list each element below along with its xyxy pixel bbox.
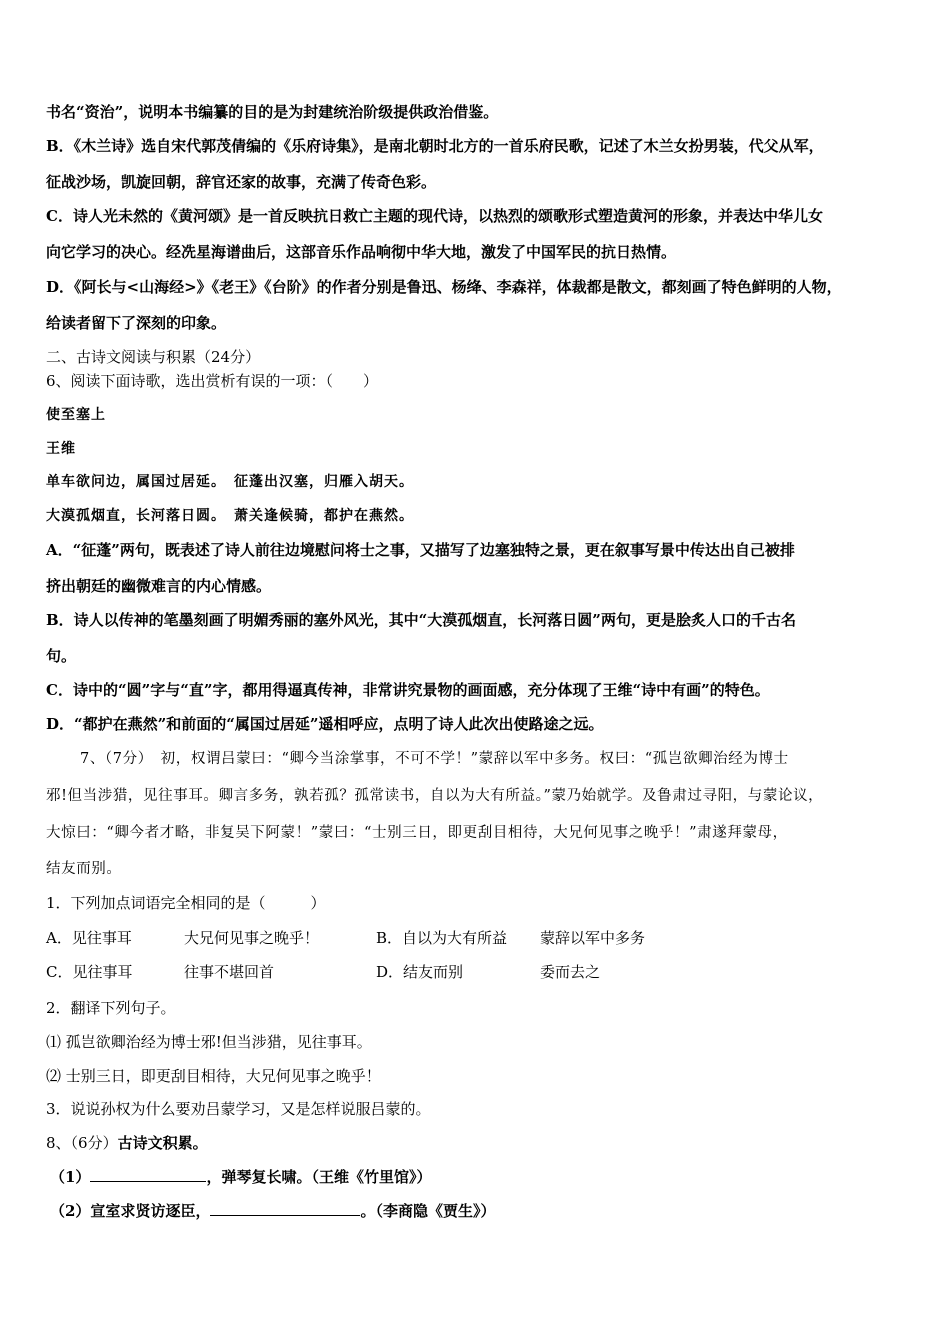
sub-question-2: 2．翻译下列句子。 — [46, 999, 176, 1017]
choice-d: D．结友而别 — [376, 963, 464, 981]
poem-line: 单车欲问边，属国过居延。 征蓬出汉塞，归雁入胡天。 — [46, 474, 414, 490]
option-c-line: C．诗人光未然的《黄河颂》是一首反映抗日救亡主题的现代诗，以热烈的颂歌形式塑造黄河的形象，并表达中华儿女 — [46, 207, 823, 225]
question-8 — [46, 1133, 208, 1153]
text-line: 句。 — [46, 647, 77, 665]
sub-question-3: 3．说说孙权为什么要劝吕蒙学习，又是怎样说服吕蒙的。 — [46, 1100, 431, 1118]
blank-suffix: 。（李商隐《贾生》） — [360, 1202, 496, 1220]
text-line: 挤出朝廷的幽微难言的内心情感。 — [46, 577, 272, 595]
choice-b-pair: 蒙辞以军中多务 — [540, 929, 646, 947]
choice-a: A．见往事耳 — [46, 929, 132, 947]
choice-a-pair: 大兄何见事之晚乎！ — [184, 929, 320, 947]
option-d-line: D．《阿长与<山海经>》《老王》《台阶》的作者分别是鲁迅、杨绛、李森祥，体裁都是散文，都刻画了特色鲜明的人物， — [46, 278, 842, 296]
question-7: 7、（7分） 初，权谓吕蒙曰：“卿今当涂掌事，不可不学！”蒙辞以军中多务。权曰：“孤岂欲卿治经为博士 — [80, 751, 789, 767]
choice-c: C．见往事耳 — [46, 963, 133, 981]
passage-line: 大惊曰：“卿今者才略，非复吴下阿蒙！”蒙曰：“士别三日，即更刮目相待，大兄何见事之晚乎！”肃遂拜蒙母， — [46, 825, 788, 841]
text-line: 书名“资治”，说明本书编纂的目的是为封建统治阶级提供政治借鉴。 — [46, 103, 499, 121]
translate-item: ⑴ 孤岂欲卿治经为博士邪!但当涉猎，见往事耳。 — [46, 1033, 372, 1051]
question-8-number: 8、（6分） — [46, 1134, 118, 1152]
poem-author: 王维 — [46, 441, 76, 457]
text-line: 向它学习的决心。经冼星海谱曲后，这部音乐作品响彻中华大地，激发了中国军民的抗日热情。 — [46, 243, 677, 261]
choice-c-pair: 往事不堪回首 — [184, 963, 275, 981]
poem-title: 使至塞上 — [46, 407, 106, 423]
answer-blank[interactable] — [90, 1167, 206, 1182]
question-6: 6、阅读下面诗歌，选出赏析有误的一项：（ ） — [46, 372, 379, 390]
text-line: 征战沙场，凯旋回朝，辞官还家的故事，充满了传奇色彩。 — [46, 173, 437, 191]
question-8-title: 古诗文积累。 — [117, 1134, 208, 1152]
option-b-line: B．《木兰诗》选自宋代郭茂倩编的《乐府诗集》，是南北朝时北方的一首乐府民歌，记述了木兰女扮男装，代父从军， — [46, 137, 824, 155]
q6-option-c: C．诗中的“圆”字与“直”字，都用得逼真传神，非常讲究景物的画面感，充分体现了王维“诗中有画”的特色。 — [46, 681, 770, 699]
section-heading: 二、古诗文阅读与积累（24分） — [46, 348, 261, 366]
translate-item: ⑵ 士别三日，即更刮目相待，大兄何见事之晚乎！ — [46, 1067, 381, 1085]
q6-option-a: A．“征蓬”两句，既表述了诗人前往边境慰问将士之事，又描写了边塞独特之景，更在叙事写景中传达出自己被排 — [46, 541, 795, 559]
passage-line: 邪!但当涉猎，见往事耳。卿言多务，孰若孤？孤常读书，自以为大有所益。”蒙乃始就学。及鲁肃过寻阳，与蒙论议， — [46, 788, 824, 804]
choice-b: B．自以为大有所益 — [376, 929, 508, 947]
blank-suffix: ，弹琴复长啸。（王维《竹里馆》） — [206, 1168, 432, 1186]
q6-option-b: B．诗人以传神的笔墨刻画了明媚秀丽的塞外风光，其中“大漠孤烟直，长河落日圆”两句，更是脍炙人口的千古名 — [46, 611, 796, 629]
passage-line: 结友而别。 — [46, 861, 122, 877]
sub-question-1: 1．下列加点词语完全相同的是（ ） — [46, 894, 326, 912]
q6-option-d: D．“都护在燕然”和前面的“属国过居延”遥相呼应，点明了诗人此次出使路途之远。 — [46, 715, 604, 733]
answer-blank[interactable] — [210, 1201, 360, 1216]
poem-line: 大漠孤烟直，长河落日圆。 萧关逢候骑，都护在燕然。 — [46, 508, 414, 524]
blank-prefix: （2）宣室求贤访逐臣， — [50, 1202, 211, 1220]
blank-prefix: （1） — [50, 1168, 91, 1186]
fill-blank-2 — [50, 1201, 495, 1221]
fill-blank-1 — [50, 1167, 431, 1187]
text-line: 给读者留下了深刻的印象。 — [46, 314, 227, 332]
choice-d-pair: 委而去之 — [540, 963, 601, 981]
